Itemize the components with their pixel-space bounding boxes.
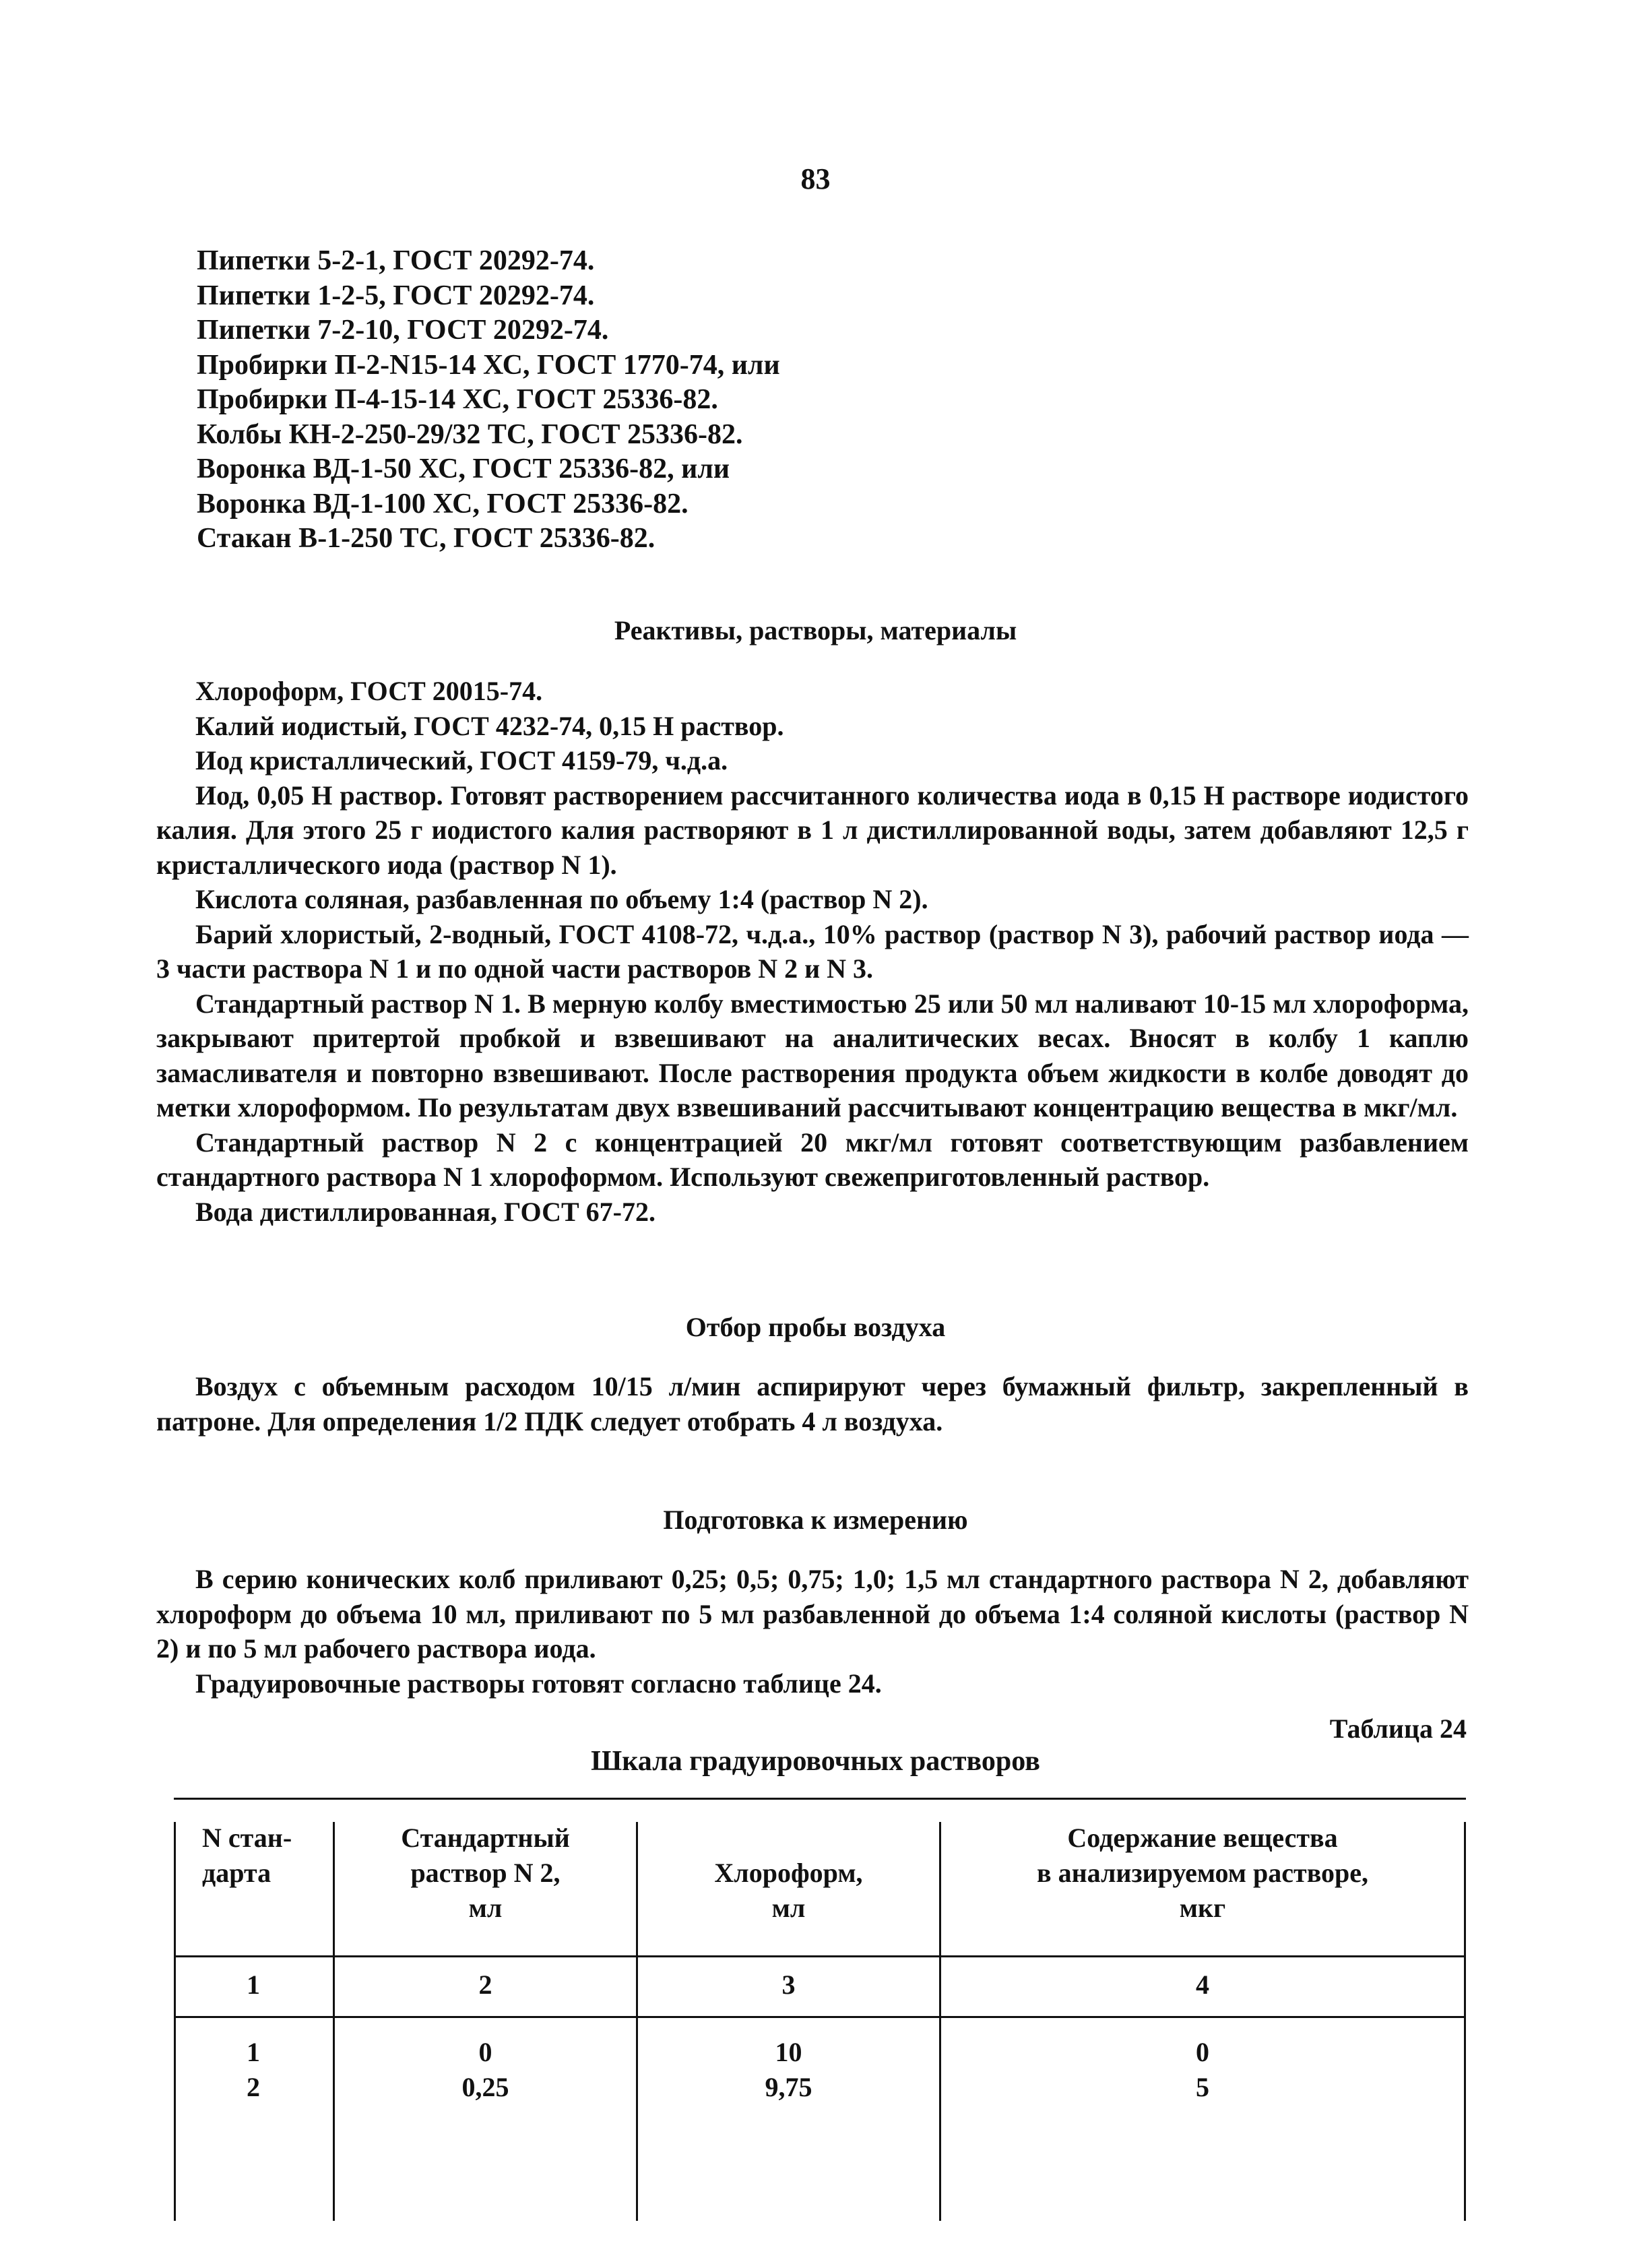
header-line: мкг (1179, 1893, 1226, 1923)
header-line: мл (771, 1893, 806, 1923)
table-cell: 0 (1196, 2037, 1209, 2067)
paragraph: Хлороформ, ГОСТ 20015-74. (195, 676, 543, 706)
paragraph: Стандартный раствор N 1. В мерную колбу вместимостью 25 или 50 мл наливают 10-15 мл хлороформа, закрывают притертой пробкой и взвешивают на аналитических весах. Вносят в колбу 1 каплю замасливателя и повторно взвешивают. После растворения продукта объем жидкости в колбе доводят до метки хлороформом. По результатам двух взвешиваний рассчитывают концентрацию вещества в мкг/мл. (156, 988, 1469, 1123)
header-line: мл (468, 1893, 503, 1923)
table-cell: 9,75 (765, 2072, 812, 2102)
equipment-list (197, 244, 1477, 557)
table-label: Таблица 24 (1329, 1713, 1467, 1744)
header-line: дарта (202, 1858, 271, 1888)
header-line (638, 1821, 939, 1856)
equipment-item: Пипетки 5-2-1, ГОСТ 20292-74. (197, 245, 595, 276)
equipment-item: Колбы КН-2-250-29/32 ТС, ГОСТ 25336-82. (197, 418, 743, 450)
equipment-item: Стакан В-1-250 ТС, ГОСТ 25336-82. (197, 523, 655, 554)
section-heading-preparation: Подготовка к измерению (663, 1505, 968, 1535)
page-number: 83 (800, 162, 831, 195)
table-cell: 1 (247, 2037, 260, 2067)
table-cell: 10 (775, 2037, 802, 2067)
section-heading-reagents: Реактивы, растворы, материалы (614, 615, 1017, 645)
paragraph: Стандартный раствор N 2 с концентрацией 20 мкг/мл готовят соответствующим разбавлением стандартного раствора N 1 хлороформом. Используют свежеприготовленный раствор. (156, 1127, 1469, 1192)
table-cell: 0 (478, 2037, 492, 2067)
paragraph: Воздух с объемным расходом 10/15 л/мин аспирируют через бумажный фильтр, закрепленный в патроне. Для определения 1/2 ПДК следует отобрать 4 л воздуха. (156, 1371, 1469, 1437)
header-line: Хлороформ, (714, 1858, 863, 1888)
table-cell: 2 (247, 2072, 260, 2102)
table-header-cell (335, 1821, 636, 1926)
table-header-rule (174, 1955, 1466, 1957)
table-right-border (1464, 1822, 1466, 2221)
paragraph: Иод кристаллический, ГОСТ 4159-79, ч.д.а. (195, 745, 728, 776)
paragraph: Вода дистиллированная, ГОСТ 67-72. (195, 1196, 655, 1227)
table-top-rule (174, 1798, 1466, 1800)
table-left-border (174, 1822, 176, 2221)
equipment-item: Пипетки 1-2-5, ГОСТ 20292-74. (197, 280, 595, 311)
equipment-item: Воронка ВД-1-50 ХС, ГОСТ 25336-82, или (197, 453, 730, 484)
header-line: в анализируемом растворе, (1036, 1858, 1369, 1888)
paragraph: Градуировочные растворы готовят согласно таблице 24. (195, 1668, 882, 1699)
column-number: 4 (1196, 1970, 1209, 2000)
preparation-text (156, 1562, 1469, 1701)
paragraph: В серию конических колб приливают 0,25; 0,5; 0,75; 1,0; 1,5 мл стандартного раствора N 2, добавляют хлороформ до объема 10 мл, приливают по 5 мл разбавленной до объема 1:4 соляной кислоты (раствор N 2) и по 5 мл рабочего раствора иода. (156, 1564, 1469, 1664)
table-header-cell (202, 1821, 337, 1891)
table-header-cell (941, 1821, 1464, 1926)
table-header-cell (638, 1821, 939, 1926)
table-title: Шкала градуировочных растворов (591, 1746, 1040, 1777)
table-number-rule (174, 2016, 1466, 2018)
reagents-text (156, 674, 1469, 1229)
header-line: раствор N 2, (410, 1858, 561, 1888)
header-line: Стандартный (401, 1823, 570, 1853)
equipment-item: Воронка ВД-1-100 ХС, ГОСТ 25336-82. (197, 488, 689, 519)
table-cell: 5 (1196, 2072, 1209, 2102)
header-line: Содержание вещества (1067, 1823, 1338, 1853)
paragraph: Иод, 0,05 Н раствор. Готовят растворением рассчитанного количества иода в 0,15 Н растворе иодистого калия. Для этого 25 г иодистого калия растворяют в 1 л дистиллированной воды, затем добавляют 12,5 г кристаллического иода (раствор N 1). (156, 780, 1469, 880)
equipment-item: Пробирки П-2-N15-14 ХС, ГОСТ 1770-74, или (197, 349, 780, 381)
section-heading-sampling: Отбор пробы воздуха (685, 1312, 946, 1342)
column-number: 1 (247, 1970, 260, 2000)
paragraph: Калий иодистый, ГОСТ 4232-74, 0,15 Н раствор. (195, 710, 784, 741)
paragraph: Кислота соляная, разбавленная по объему 1:4 (раствор N 2). (195, 884, 928, 914)
column-number: 2 (478, 1970, 492, 2000)
equipment-item: Пробирки П-4-15-14 ХС, ГОСТ 25336-82. (197, 384, 718, 415)
paragraph: Барий хлористый, 2-водный, ГОСТ 4108-72, ч.д.а., 10% раствор (раствор N 3), рабочий раствор иода — 3 части раствора N 1 и по одной части растворов N 2 и N 3. (156, 918, 1469, 984)
sampling-text (156, 1369, 1469, 1439)
column-number: 3 (781, 1970, 796, 2000)
table-cell: 0,25 (461, 2072, 509, 2102)
equipment-item: Пипетки 7-2-10, ГОСТ 20292-74. (197, 315, 609, 346)
header-line: N стан- (202, 1823, 292, 1853)
